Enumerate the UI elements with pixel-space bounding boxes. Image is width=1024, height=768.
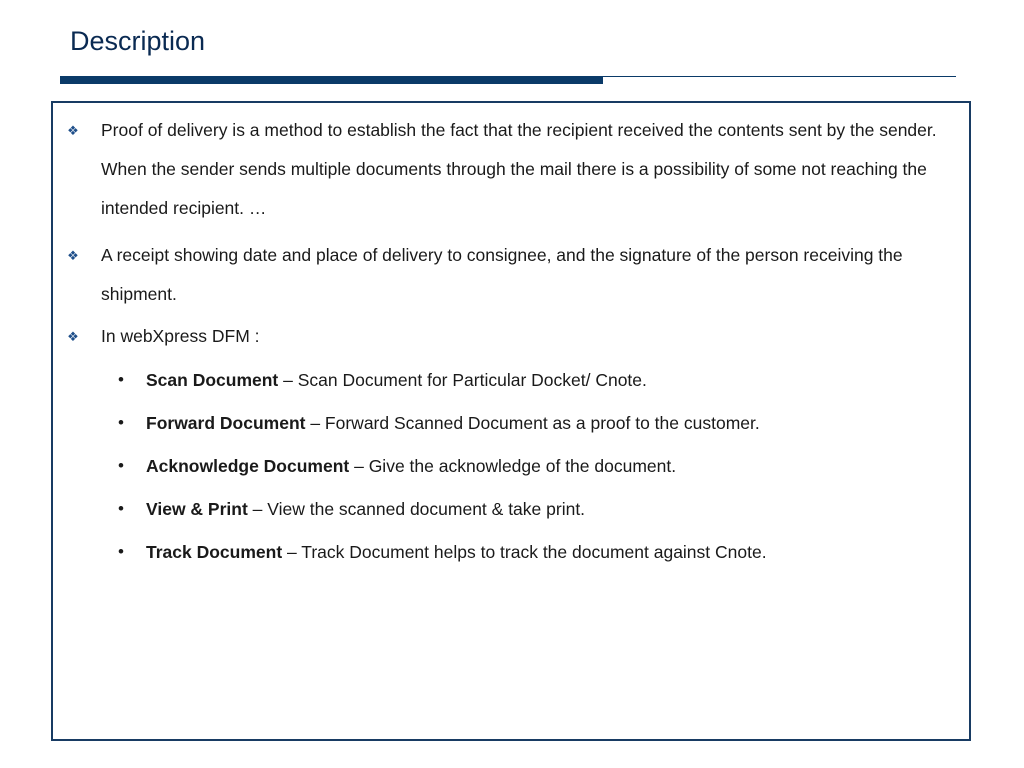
bullet-item-proof-of-delivery [67,111,959,228]
dot-bullet-icon: • [118,542,124,561]
feature-desc: – Scan Document for Particular Docket/ Cnote. [278,370,647,390]
feature-item-view-print [118,497,946,521]
feature-desc: – Track Document helps to track the document against Cnote. [282,542,767,562]
bullet-text: A receipt showing date and place of delivery to consignee, and the signature of the person receiving the shipment. [101,245,903,304]
feature-term: Forward Document [146,413,306,433]
title-underline-thin [603,76,956,77]
feature-item-track [118,540,946,564]
feature-desc: – Forward Scanned Document as a proof to the customer. [305,413,760,433]
bullet-text: In webXpress DFM : [101,326,260,346]
diamond-bullet-icon: ❖ [67,123,79,138]
dot-bullet-icon: • [118,413,124,432]
feature-term: Track Document [146,542,283,562]
feature-term: Acknowledge Document [146,456,350,476]
content-box [51,101,971,741]
diamond-bullet-icon: ❖ [67,329,79,344]
bullet-item-webxpress [67,317,959,356]
feature-item-forward [118,411,946,435]
diamond-bullet-icon: ❖ [67,248,79,263]
feature-item-acknowledge [118,454,946,478]
feature-term: Scan Document [146,370,279,390]
feature-term: View & Print [146,499,248,519]
feature-desc: – Give the acknowledge of the document. [349,456,677,476]
bullet-text: Proof of delivery is a method to establish the fact that the recipient received the contents sent by the sender. When the sender sends multiple documents through the mail there is a possibility of some not reaching the intended recipient. … [101,120,937,218]
slide-title: Description [70,26,206,56]
title-underline-thick [60,76,603,84]
dot-bullet-icon: • [118,456,124,475]
bullet-item-receipt [67,236,959,314]
dot-bullet-icon: • [118,499,124,518]
feature-item-scan [118,368,946,392]
feature-desc: – View the scanned document & take print. [247,499,586,519]
dot-bullet-icon: • [118,370,124,389]
